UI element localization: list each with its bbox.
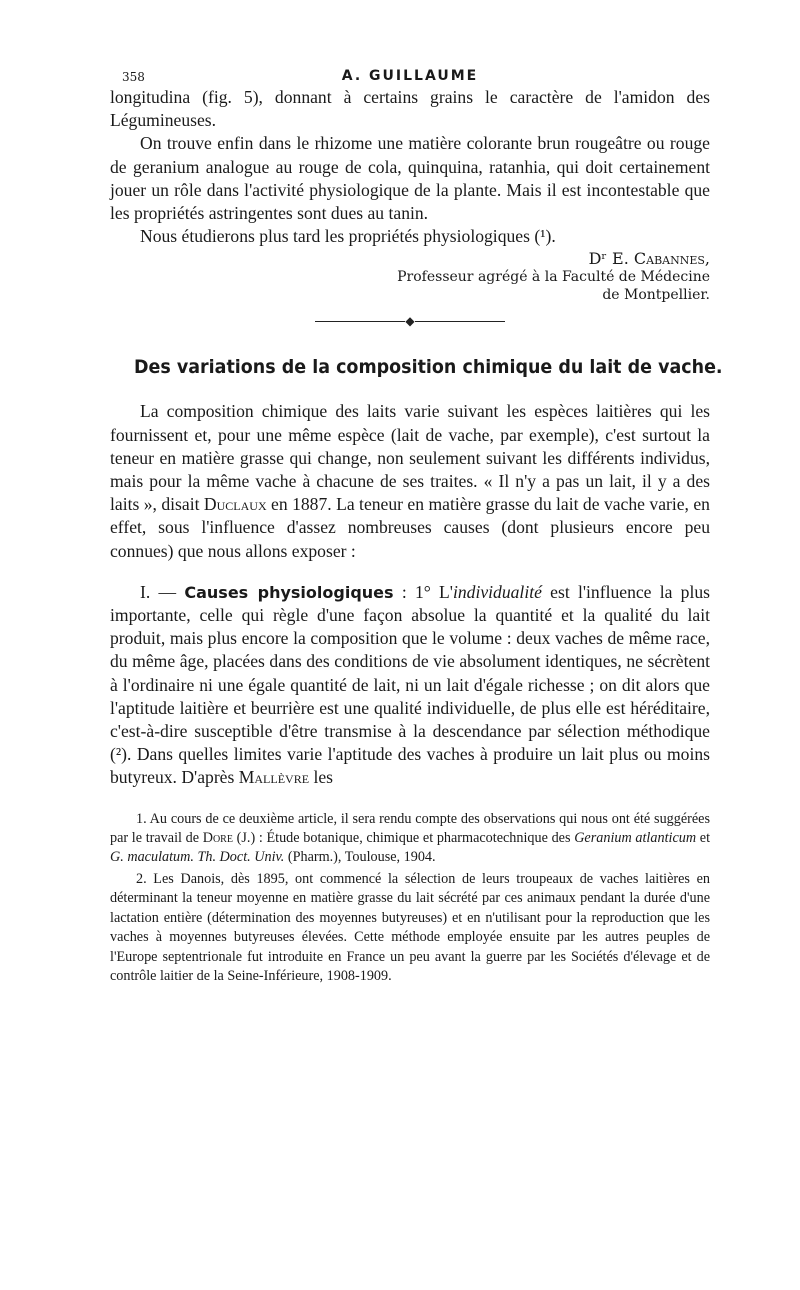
paragraph-physiology: Nous étudierons plus tard les propriétés physiologiques (¹). bbox=[140, 226, 556, 247]
emphasis-individualite: individualité bbox=[452, 581, 542, 602]
page-header bbox=[110, 62, 710, 86]
footnote-2: 2. Les Danois, dès 1895, ont commencé la sélection de leurs troupeaux de vaches laitières en déterminant la teneur moyenne en matière grasse du lait sécrété par ces animaux pendant la durée d'une lactation entière (détermination des moyennes butyreuses) et en n'utilisant pour la reproduction que les vaches à moyennes butyreuses élevées. Cette méthode employée ensuite par les autres peuples de l'Europe septentrionale fut introduite en France un peu avant la guerre par les Sociétés d'élevage et de contrôle laitier de la Seine-Inférieure, 1908-1909. bbox=[110, 870, 710, 984]
footnotes bbox=[110, 810, 710, 987]
page-number: 358 bbox=[122, 70, 145, 84]
previous-article bbox=[110, 86, 710, 248]
signature-title-1: Professeur agrégé à la Faculté de Médecine bbox=[397, 269, 710, 286]
section-divider bbox=[110, 314, 710, 328]
running-head: A. GUILLAUME bbox=[341, 68, 479, 84]
article-title: Des variations de la composition chimique du lait de vache. bbox=[134, 356, 723, 379]
article-body bbox=[110, 400, 710, 789]
paragraph-intro: La composition chimique des laits varie suivant les espèces laitières qui les fournissent et, pour une même espèce (lait de vache, par exemple), c'est surtout la teneur en matière grasse qui change, non seulement suivant les différents individus, mais pour la même vache à chacune de ses traites. « Il n'y a pas un lait, il y a des laits », disait Duclaux en 1887. La teneur en matière grasse du lait de vache varie, en effet, sous l'influence d'assez nombreuses causes (dont plusieurs encore peu connues) que nous allons exposer : bbox=[110, 401, 710, 561]
signature-title-2: de Montpellier. bbox=[602, 287, 710, 304]
author-duclaux: Duclaux bbox=[203, 494, 267, 515]
section-number: I. — bbox=[140, 581, 177, 602]
author-mallevre: Mallèvre bbox=[238, 767, 310, 788]
section-heading: Causes physiologiques bbox=[184, 582, 394, 602]
author-dore: Dore bbox=[202, 830, 233, 847]
signature bbox=[110, 250, 710, 304]
footnote-1: 1. Au cours de ce deuxième article, il sera rendu compte des observations qui nous ont été suggérées par le travail de Dore (J.) : Étude botanique, chimique et pharmacotechnique des Geranium atlanticum et G. maculatum. Th. Doct. Univ. (Pharm.), Toulouse, 1904. bbox=[110, 810, 711, 866]
paragraph-continued: longitudina (fig. 5), donnant à certains grains le caractère de l'amidon des Légumineuses. bbox=[110, 87, 710, 131]
page bbox=[110, 62, 723, 988]
paragraph-section-1: I. — Causes physiologiques : 1° L'individualité est l'influence la plus importante, celle qui règle d'une façon absolue la quantité et la qualité du lait produit, mais plus encore la composition que le volume : deux vaches de même race, du même âge, placées dans des conditions de vie absolument identiques, ne sécrètent à l'ordinaire ni une égale quantité de lait, ni un lait d'égale richesse ; on dit alors que l'aptitude laitière et beurrière est une qualité individuelle, de plus elle est héréditaire, c'est-à-dire susceptible d'être transmise à la descendance par sélection méthodique (²). Dans quelles limites varie l'aptitude des vaches à produire un lait plus ou moins butyreux. D'après Mallèvre les bbox=[110, 581, 711, 788]
signature-name: Dʳ E. Cabannes, bbox=[588, 249, 710, 269]
diamond-icon: ◆ bbox=[405, 314, 415, 329]
paragraph-coloring-matter: On trouve enfin dans le rhizome une matière colorante brun rougeâtre ou rouge de geranium analogue au rouge de cola, quinquina, ratanhia, qui doit certainement jouer un rôle dans l'activité physiologique de la plante. Mais il est incontestable que les propriétés astringentes sont dues au tanin. bbox=[110, 133, 710, 224]
